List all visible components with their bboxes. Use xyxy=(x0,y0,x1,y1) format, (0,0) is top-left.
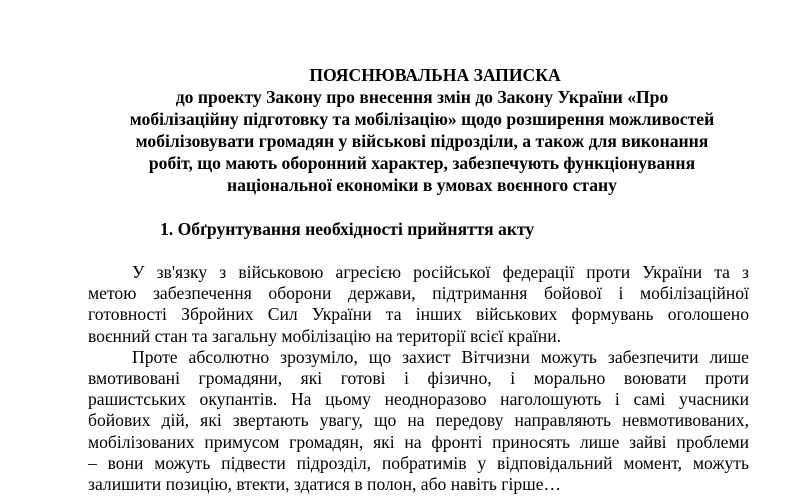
paragraph-2-line: – вони можуть підвести підрозділ, побратимів у відповідальний момент, можуть xyxy=(88,452,749,473)
document-subtitle-line: національної економіки в умовах воєнного стану xyxy=(227,175,617,195)
document-subtitle-line: робіт, що мають оборонний характер, забезпечують функціонування xyxy=(148,153,696,173)
paragraph-2-line: залишити позицію, втекти, здатися в полон, або навіть гірше… xyxy=(88,473,562,494)
document-subtitle-line: до проекту Закону про внесення змін до Закону України «Про xyxy=(175,87,669,107)
paragraph-2-line: вмотивовані громадяни, які готові і фізично, і морально воювати проти xyxy=(88,367,749,388)
section-heading: 1. Обґрунтування необхідності прийняття акту xyxy=(160,219,535,239)
document-subtitle-line: мобілізовувати громадян у військові підрозділи, а також для виконання xyxy=(135,131,709,151)
document-title-block xyxy=(80,64,764,196)
document-subtitle-line: мобілізаційну підготовку та мобілізацію» щодо розширення можливостей xyxy=(129,109,715,129)
document-heading: ПОЯСНЮВАЛЬНА ЗАПИСКА xyxy=(309,65,561,85)
paragraph-1-line: У зв'язку з військовою агресією російської федерації проти України та з xyxy=(132,262,749,282)
document-body xyxy=(88,262,749,495)
paragraph-2-line: бойових дій, які звертають увагу, що на передову направляють невмотивованих, xyxy=(88,410,749,431)
paragraph-2-line: Проте абсолютно зрозуміло, що захист Вітчизни можуть забезпечити лише xyxy=(132,346,749,367)
paragraph-1-line: готовності Збройних Сил України та інших військових формувань оголошено xyxy=(88,304,749,325)
paragraph-2-line: мобілізованих примусом громадян, які на фронті приносять лише зайві проблеми xyxy=(88,431,749,452)
paragraph-1-line: метою забезпечення оборони держави, підтримання бойової і мобілізаційної xyxy=(88,283,749,304)
paragraph-1-line: воєнний стан та загальну мобілізацію на території всієї країни. xyxy=(88,325,562,346)
paragraph-2-line: рашистських окупантів. На цьому неодноразово наголошують і самі учасники xyxy=(88,389,749,410)
